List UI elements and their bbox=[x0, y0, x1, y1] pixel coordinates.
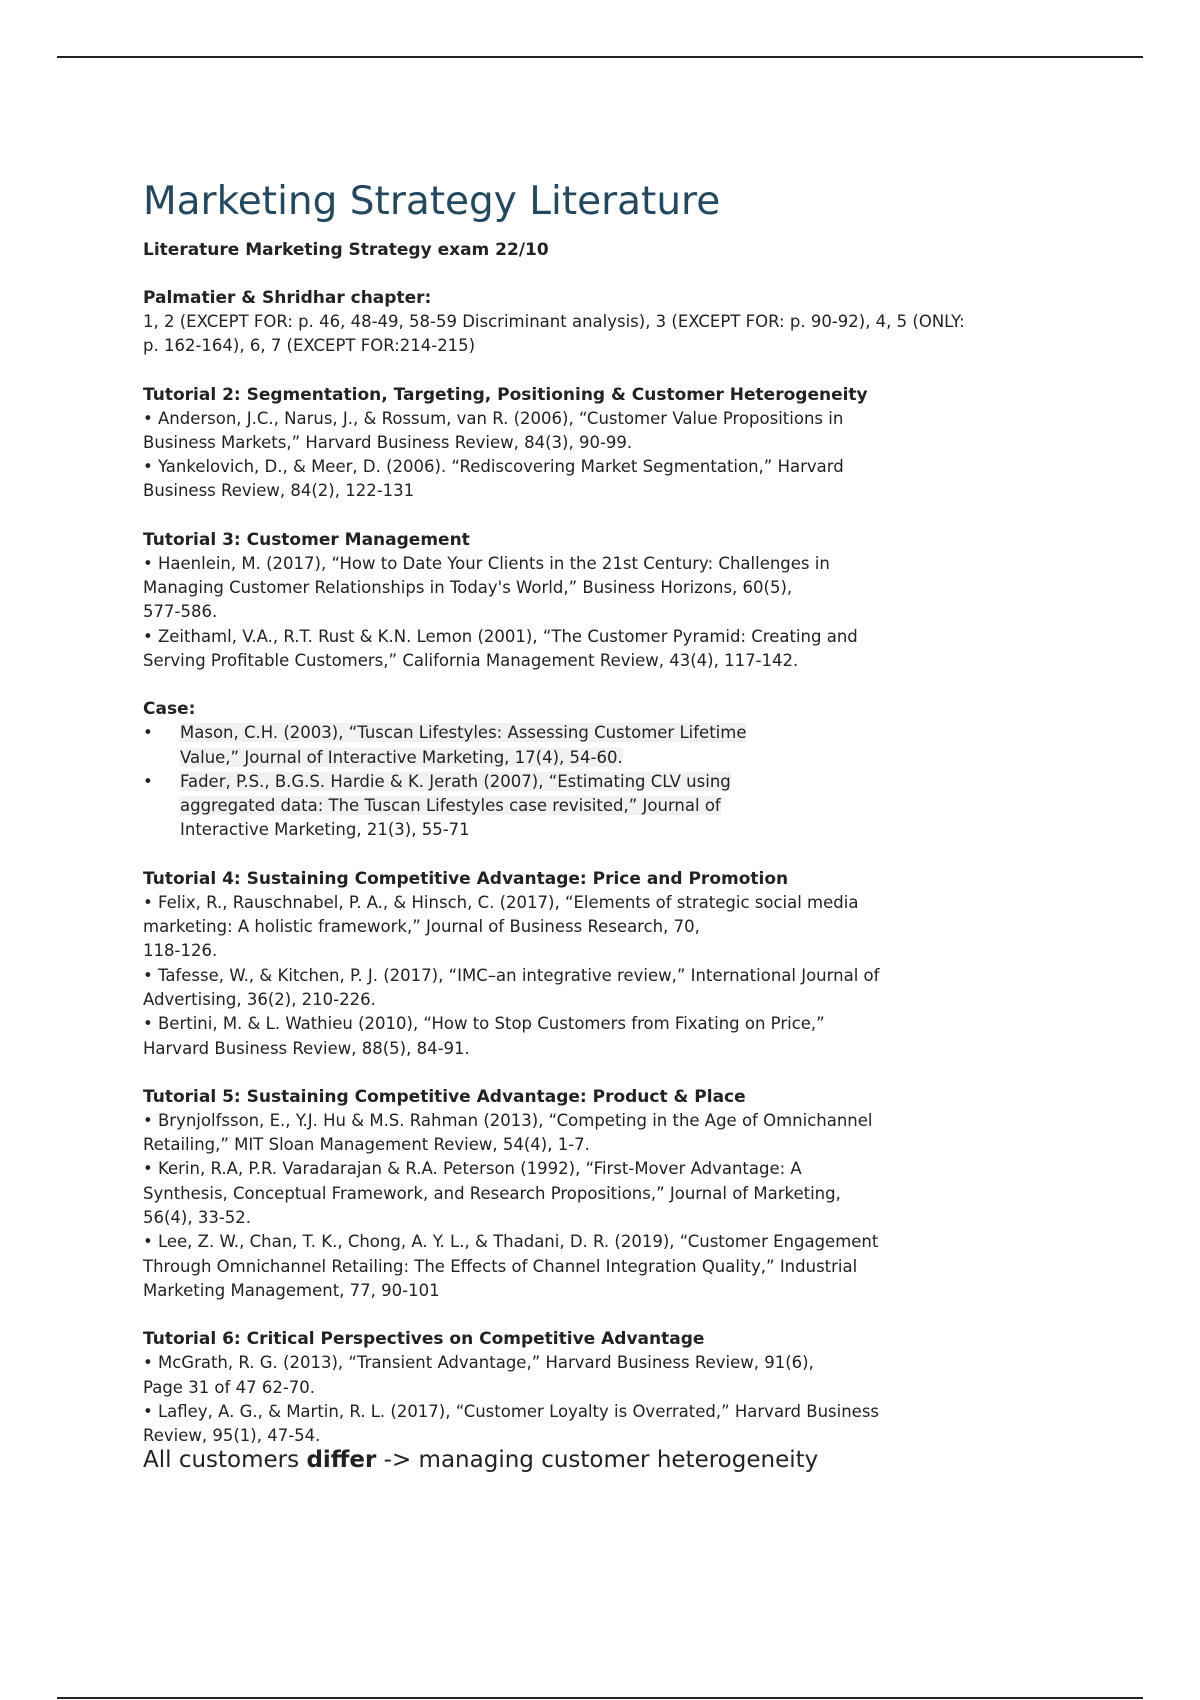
list-item bbox=[143, 721, 1063, 770]
reference-line: Harvard Business Review, 88(5), 84-91. bbox=[143, 1038, 470, 1058]
reference-line: • Haenlein, M. (2017), “How to Date Your Clients in the 21st Century: Challenges in bbox=[143, 553, 830, 573]
section-heading: Case: bbox=[143, 699, 196, 720]
reference-line: Through Omnichannel Retailing: The Effects of Channel Integration Quality,” Industrial bbox=[143, 1256, 858, 1276]
section-heading: Tutorial 3: Customer Management bbox=[143, 529, 470, 550]
top-rule bbox=[57, 56, 1143, 58]
document-body bbox=[143, 176, 1063, 1476]
reference-line: marketing: A holistic framework,” Journal of Business Research, 70, bbox=[143, 917, 700, 937]
reference-line: • Brynjolfsson, E., Y.J. Hu & M.S. Rahman (2013), “Competing in the Age of Omnichannel bbox=[143, 1110, 873, 1130]
reference-line: 577-586. bbox=[143, 602, 218, 622]
reference-line: Managing Customer Relationships in Today's World,” Business Horizons, 60(5), bbox=[143, 578, 793, 598]
section-heading: Tutorial 6: Critical Perspectives on Competitive Advantage bbox=[143, 1329, 705, 1350]
text-line: p. 162-164), 6, 7 (EXCEPT FOR:214-215) bbox=[143, 336, 476, 356]
reference-line: • Anderson, J.C., Narus, J., & Rossum, van R. (2006), “Customer Value Propositions in bbox=[143, 408, 844, 428]
section-heading: Tutorial 2: Segmentation, Targeting, Positioning & Customer Heterogeneity bbox=[143, 384, 868, 405]
reference-line: • Kerin, R.A, P.R. Varadarajan & R.A. Peterson (1992), “First-Mover Advantage: A bbox=[143, 1159, 802, 1179]
reference-line: Business Review, 84(2), 122-131 bbox=[143, 481, 415, 501]
bullet-icon: • bbox=[143, 723, 153, 743]
section-case bbox=[143, 697, 1063, 842]
reference-line: • McGrath, R. G. (2013), “Transient Advantage,” Harvard Business Review, 91(6), bbox=[143, 1353, 814, 1373]
reference-line: 56(4), 33-52. bbox=[143, 1208, 252, 1228]
bullet-icon: • bbox=[143, 771, 153, 791]
closing-statement: All customers differ -> managing customer heterogeneity bbox=[143, 1447, 819, 1474]
section-heading: Tutorial 4: Sustaining Competitive Advantage: Price and Promotion bbox=[143, 868, 789, 889]
reference-line: Serving Profitable Customers,” California Management Review, 43(4), 117-142. bbox=[143, 650, 799, 670]
reference-line: Interactive Marketing, 21(3), 55-71 bbox=[180, 820, 470, 840]
list-item bbox=[143, 770, 1063, 843]
page-title: Marketing Strategy Literature bbox=[143, 179, 721, 224]
reference-line: aggregated data: The Tuscan Lifestyles case revisited,” Journal of bbox=[180, 796, 721, 816]
section-tutorial-6 bbox=[143, 1327, 1063, 1448]
section-palmatier bbox=[143, 286, 1063, 359]
reference-line: Mason, C.H. (2003), “Tuscan Lifestyles: Assessing Customer Lifetime bbox=[180, 723, 747, 743]
section-tutorial-3 bbox=[143, 528, 1063, 673]
reference-line: Synthesis, Conceptual Framework, and Research Propositions,” Journal of Marketing, bbox=[143, 1183, 841, 1203]
reference-line: • Zeithaml, V.A., R.T. Rust & K.N. Lemon (2001), “The Customer Pyramid: Creating and bbox=[143, 626, 858, 646]
reference-line: 118-126. bbox=[143, 941, 218, 961]
reference-line: • Bertini, M. & L. Wathieu (2010), “How to Stop Customers from Fixating on Price,” bbox=[143, 1014, 825, 1034]
reference-line: Page 31 of 47 62-70. bbox=[143, 1377, 316, 1397]
section-tutorial-2 bbox=[143, 383, 1063, 504]
text-line: 1, 2 (EXCEPT FOR: p. 46, 48-49, 58-59 Discriminant analysis), 3 (EXCEPT FOR: p. 90-92), 4, 5 (ONLY: bbox=[143, 312, 965, 331]
section-tutorial-5 bbox=[143, 1085, 1063, 1303]
reference-line: • Lee, Z. W., Chan, T. K., Chong, A. Y. L., & Thadani, D. R. (2019), “Customer Engagement bbox=[143, 1232, 879, 1252]
reference-line: Business Markets,” Harvard Business Review, 84(3), 90-99. bbox=[143, 432, 633, 452]
reference-line: • Yankelovich, D., & Meer, D. (2006). “Rediscovering Market Segmentation,” Harvard bbox=[143, 457, 844, 477]
reference-line: • Lafley, A. G., & Martin, R. L. (2017), “Customer Loyalty is Overrated,” Harvard Business bbox=[143, 1401, 880, 1421]
reference-line: Value,” Journal of Interactive Marketing, 17(4), 54-60. bbox=[180, 747, 623, 767]
reference-line: Marketing Management, 77, 90-101 bbox=[143, 1280, 440, 1300]
bottom-rule bbox=[57, 1697, 1143, 1699]
reference-line: Advertising, 36(2), 210-226. bbox=[143, 989, 376, 1009]
reference-line: Retailing,” MIT Sloan Management Review, 54(4), 1-7. bbox=[143, 1135, 590, 1155]
section-tutorial-4 bbox=[143, 867, 1063, 1061]
reference-line: Review, 95(1), 47-54. bbox=[143, 1426, 321, 1446]
reference-line: Fader, P.S., B.G.S. Hardie & K. Jerath (2007), “Estimating CLV using bbox=[180, 771, 731, 791]
page-subtitle: Literature Marketing Strategy exam 22/10 bbox=[143, 240, 549, 260]
section-heading: Tutorial 5: Sustaining Competitive Advantage: Product & Place bbox=[143, 1086, 746, 1107]
emphasis-text: differ bbox=[306, 1447, 377, 1474]
reference-line: • Tafesse, W., & Kitchen, P. J. (2017), “IMC–an integrative review,” International Journal of bbox=[143, 965, 880, 985]
section-heading: Palmatier & Shridhar chapter: bbox=[143, 288, 432, 308]
reference-line: • Felix, R., Rauschnabel, P. A., & Hinsch, C. (2017), “Elements of strategic social media bbox=[143, 892, 859, 912]
case-list bbox=[143, 721, 1063, 842]
